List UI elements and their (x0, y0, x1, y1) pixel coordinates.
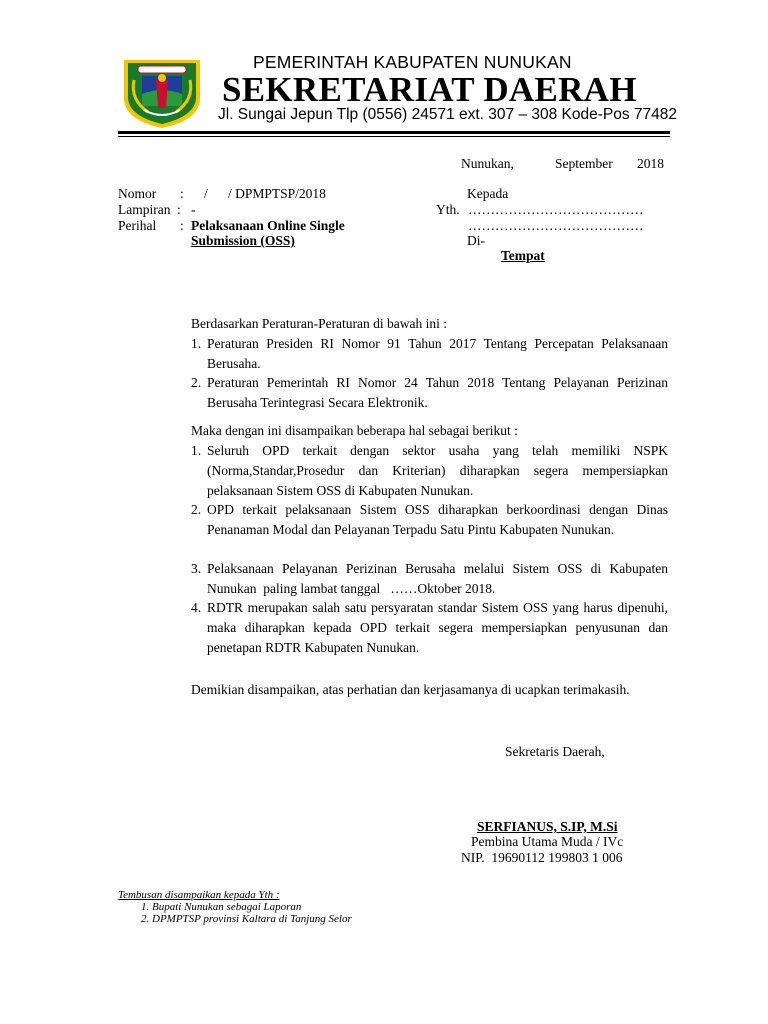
date-month: September (555, 156, 613, 171)
perihal-colon: : (180, 218, 184, 233)
office-name: SEKRETARIAT DAERAH (222, 70, 637, 109)
regulation-text: Peraturan Pemerintah RI Nomor 24 Tahun 2018 Tentang Pelayanan Perizinan Berusaha Terintegrasi Secara Elektronik. (207, 375, 668, 410)
point-item (191, 598, 668, 658)
regulation-text: Peraturan Presiden RI Nomor 91 Tahun 2017 Tentang Percepatan Pelaksanaan Berusaha. (207, 336, 668, 371)
letterhead-rule-thick (118, 131, 670, 134)
closing-paragraph: Demikian disampaikan, atas perhatian dan kerjasamanya di ucapkan terimakasih. (191, 682, 630, 697)
perihal-line-2: Submission (OSS) (191, 233, 295, 248)
point-text: Pelaksanaan Pelayanan Perizinan Berusaha melalui Sistem OSS di Kabupaten Nunukan paling lambat tanggal ……Oktober 2018. (207, 561, 672, 596)
point-text: RDTR merupakan salah satu persyaratan standar Sistem OSS yang harus dipenuhi, maka diharapkan kepada OPD terkait segera mempersiapkan penyusunan dan penetapan RDTR Kabupaten Nunukan. (207, 600, 668, 655)
point-item (191, 500, 668, 540)
lampiran-colon: : (177, 202, 181, 217)
point-item (191, 441, 668, 501)
recipient-line-2: ………………………………… (468, 218, 644, 233)
regulation-item (191, 334, 668, 374)
nomor-colon: : (180, 186, 184, 201)
point-number: 4. (191, 600, 202, 615)
recipient-kepada: Kepada (467, 186, 509, 201)
cc-heading: Tembusan disampaikan kepada Yth : (118, 889, 280, 901)
recipient-tempat: Tempat (501, 248, 545, 263)
recipient-di: Di- (467, 233, 485, 248)
date-year: 2018 (637, 156, 664, 171)
signatory-title: Sekretaris Daerah, (505, 744, 605, 759)
point-item (191, 559, 672, 599)
recipient-yth: Yth. (436, 202, 460, 217)
regency-emblem-icon (120, 50, 204, 130)
lampiran-value: - (191, 202, 196, 217)
point-number: 3. (191, 561, 202, 576)
signatory-rank: Pembina Utama Muda / IVc (471, 834, 624, 849)
date-place: Nunukan, (461, 156, 514, 171)
lampiran-label: Lampiran (118, 202, 171, 217)
perihal-label: Perihal (118, 218, 157, 233)
point-text: Seluruh OPD terkait dengan sektor usaha yang telah memiliki NSPK (Norma,Standar,Prosedur dan Kriterian) diharapkan segera mempersiapkan pelaksanaan Sistem OSS di Kabupaten Nunukan. (207, 443, 668, 498)
regulation-item (191, 373, 668, 413)
regulation-number: 1. (191, 336, 202, 351)
nomor-label: Nomor (118, 186, 157, 201)
point-text: OPD terkait pelaksanaan Sistem OSS diharapkan berkoordinasi dengan Dinas Penanaman Modal dan Pelayanan Terpadu Satu Pintu Kabupaten Nunukan. (207, 502, 668, 537)
cc-item: 1. Bupati Nunukan sebagai Laporan (141, 901, 302, 913)
nomor-value: / / DPMPTSP/2018 (204, 186, 326, 201)
signatory-nip: NIP. 19690112 199803 1 006 (461, 850, 623, 865)
letterhead-rule-thin (118, 136, 670, 137)
cc-item: 2. DPMPTSP provinsi Kaltara di Tanjung Selor (141, 913, 352, 925)
recipient-line-1: ………………………………… (468, 202, 644, 217)
body-intro: Berdasarkan Peraturan-Peraturan di bawah ini : (191, 316, 448, 331)
point-number: 1. (191, 443, 202, 458)
point-number: 2. (191, 502, 202, 517)
government-name: PEMERINTAH KABUPATEN NUNUKAN (253, 52, 572, 72)
points-intro: Maka dengan ini disampaikan beberapa hal sebagai berikut : (191, 423, 518, 438)
office-address: Jl. Sungai Jepun Tlp (0556) 24571 ext. 307 – 308 Kode-Pos 77482 (218, 106, 678, 123)
signatory-name: SERFIANUS, S.IP, M.Si (477, 819, 618, 834)
perihal-line-1: Pelaksanaan Online Single (191, 218, 345, 233)
regulation-number: 2. (191, 375, 202, 390)
